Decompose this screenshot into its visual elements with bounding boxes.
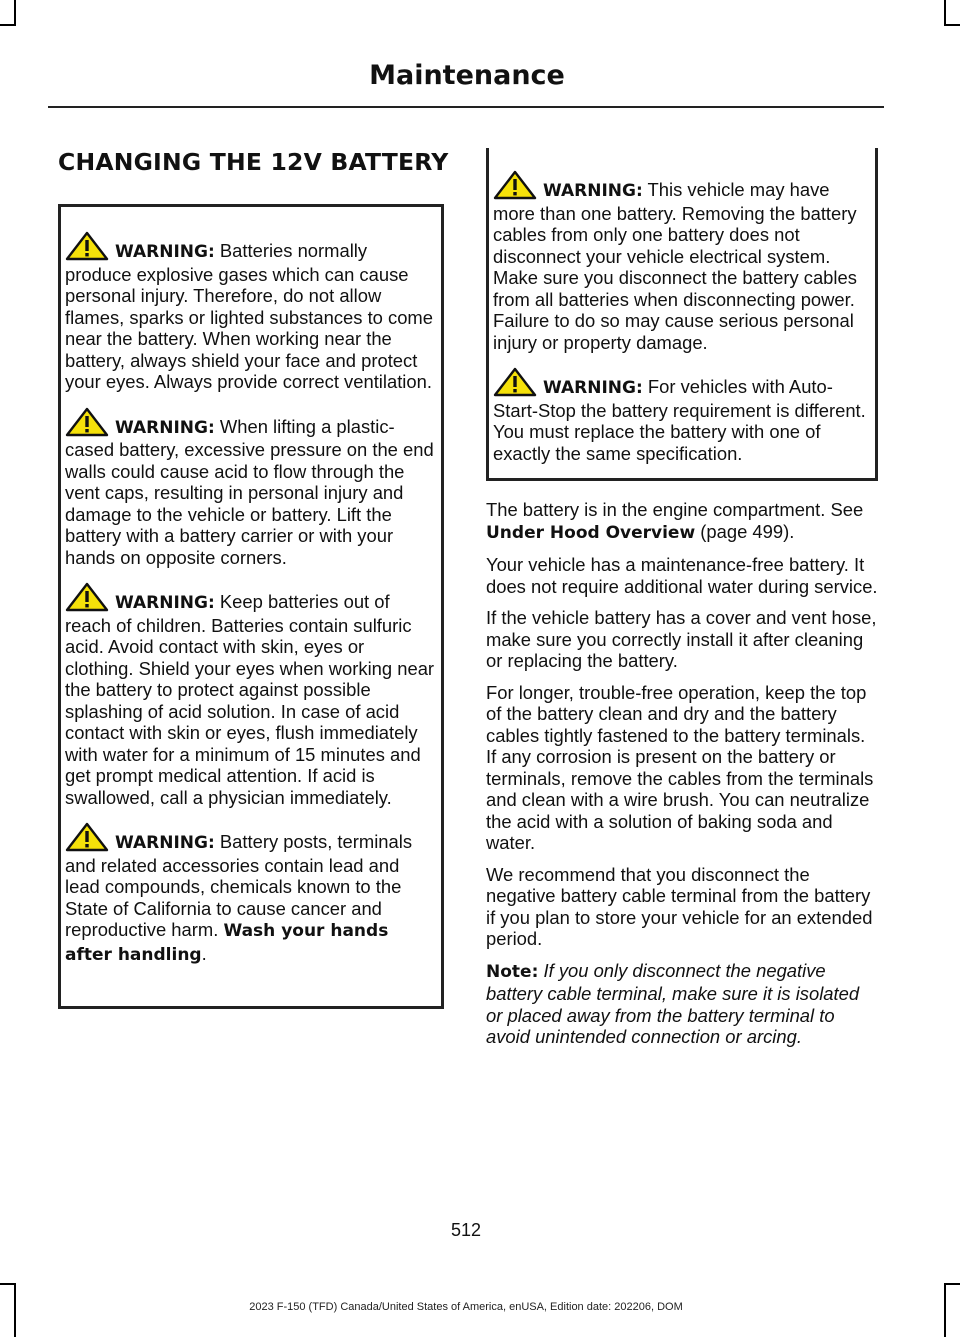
warning-tail: . xyxy=(201,942,207,964)
warning-triangle-icon xyxy=(493,367,537,397)
crop-mark xyxy=(944,1283,946,1337)
warning-label: WARNING: xyxy=(115,417,215,438)
note xyxy=(486,960,878,1048)
left-column xyxy=(58,148,449,1009)
paragraph-maintenance-free: Your vehicle has a maintenance-free battery. It does not require additional water during service. xyxy=(486,554,878,597)
warning-label: WARNING: xyxy=(543,378,643,398)
warning-text: When lifting a plastic-cased battery, excessive pressure on the end walls could cause acid to flow through the vent caps, resulting in personal injury and damage to the vehicle or battery. Lift the battery with a battery carrier or with your hands on opposite corners. xyxy=(65,415,434,568)
warning-box-left xyxy=(58,204,444,1009)
crop-mark xyxy=(944,24,960,26)
warning-item xyxy=(493,170,869,353)
paragraph-text: The battery is in the engine compartment. See xyxy=(486,499,864,520)
crop-mark xyxy=(944,0,946,26)
section-title: CHANGING THE 12V BATTERY xyxy=(58,148,449,176)
warning-item xyxy=(65,231,435,393)
crop-mark xyxy=(0,1283,16,1285)
warning-item xyxy=(65,582,435,808)
warning-label: WARNING: xyxy=(543,181,643,201)
paragraph-cover-vent: If the vehicle battery has a cover and vent hose, make sure you correctly install it after cleaning or replacing the battery. xyxy=(486,607,877,671)
warning-triangle-icon xyxy=(65,231,109,261)
crop-mark xyxy=(0,24,16,26)
note-label: Note: xyxy=(486,961,539,982)
warning-triangle-icon xyxy=(65,407,109,437)
paragraph-text: (page 499). xyxy=(695,520,795,542)
warning-text: Battery posts, terminals and related accessories contain lead and lead compounds, chemicals known to the State of California to cause cancer and reproductive harm. xyxy=(65,831,413,940)
paragraph-location xyxy=(486,499,878,544)
warning-text: Batteries normally produce explosive gases which can cause personal injury. Therefore, do not allow flames, sparks or lighted substances to come near the battery. When working near the battery, always shield your face and protect your eyes. Always provide correct ventilation. xyxy=(65,240,433,392)
page-header-title: Maintenance xyxy=(369,60,565,91)
right-column xyxy=(486,148,878,1058)
warning-box-right xyxy=(486,148,878,481)
cross-reference-link[interactable]: Under Hood Overview xyxy=(486,522,696,543)
warning-text: For vehicles with Auto-Start-Stop the battery requirement is different. You must replace the battery with one of exactly the same specification. xyxy=(493,376,866,464)
warning-item xyxy=(65,822,435,966)
warning-label: WARNING: xyxy=(115,593,215,613)
warning-label: WARNING: xyxy=(115,242,215,262)
crop-mark xyxy=(14,0,16,26)
warning-triangle-icon xyxy=(65,822,109,852)
paragraph-storage: We recommend that you disconnect the negative battery cable terminal from the battery if you plan to store your vehicle for an extended period. xyxy=(486,863,873,949)
warning-emphasis: Wash your hands after handling xyxy=(65,921,389,965)
note-text: If you only disconnect the negative battery cable terminal, make sure it is isolated or placed away from the battery terminal to avoid unintended connection or arcing. xyxy=(486,959,860,1047)
crop-mark xyxy=(944,1283,960,1285)
warning-label: WARNING: xyxy=(115,833,215,853)
warning-text: Keep batteries out of reach of children. Batteries contain sulfuric acid. Avoid contact with skin, eyes or clothing. Shield your eyes when working near the battery to protect against possible splashing of acid solution. In case of acid contact with skin or eyes, flush immediately with water for a minimum of 15 minutes and get prompt medical attention. If acid is swallowed, call a physician immediately. xyxy=(65,591,435,808)
warning-triangle-icon xyxy=(65,582,109,612)
page-number: 512 xyxy=(450,1220,482,1240)
paragraph-longer-operation: For longer, trouble-free operation, keep the top of the battery clean and dry and the battery cables tightly fastened to the battery terminals. If any corrosion is present on the battery or terminals, remove the cables from the terminals and clean with a wire brush. You can neutralize the acid with a solution of baking soda and water. xyxy=(486,681,874,853)
header-divider xyxy=(48,106,884,108)
warning-text: This vehicle may have more than one battery. Removing the battery cables from only one battery does not disconnect your vehicle electrical system. Make sure you disconnect the battery cables from all batteries when disconnecting power. Failure to do so may cause serious personal injury or property damage. xyxy=(493,179,857,353)
warning-item xyxy=(65,407,435,569)
footer-edition-info: 2023 F-150 (TFD) Canada/United States of America, enUSA, Edition date: 202206, DOM xyxy=(249,1301,683,1313)
warning-triangle-icon xyxy=(493,170,537,200)
warning-item xyxy=(493,367,869,464)
